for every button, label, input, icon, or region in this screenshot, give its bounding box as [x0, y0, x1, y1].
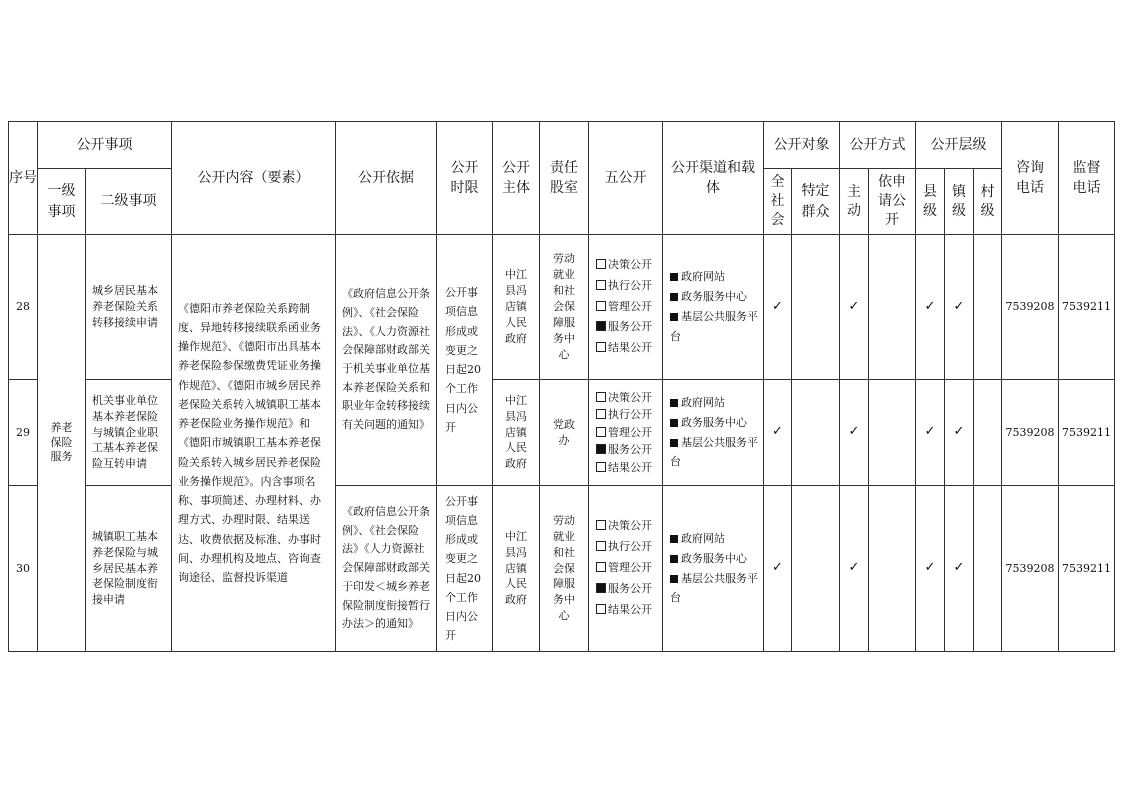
square-bullet-icon [670, 535, 678, 543]
empty-cell [974, 380, 1002, 486]
check-mark-icon: ✓ [764, 380, 792, 486]
checkbox-icon [596, 462, 606, 472]
empty-cell [974, 235, 1002, 380]
five-option: 服务公开 [596, 441, 662, 459]
checkbox-icon [596, 562, 606, 572]
check-mark-icon: ✓ [840, 235, 869, 380]
checkbox-checked-icon [596, 444, 606, 454]
header-level1: 一级事项 [38, 169, 86, 235]
header-level-village: 村级 [974, 169, 1002, 235]
checkbox-checked-icon [596, 321, 606, 331]
header-consult: 咨询电话 [1002, 122, 1059, 235]
header-dept: 责任股室 [540, 122, 589, 235]
subject-text: 中江县冯店镇人民政府 [493, 235, 540, 380]
check-mark-icon: ✓ [916, 235, 945, 380]
empty-cell [792, 235, 840, 380]
square-bullet-icon [670, 293, 678, 301]
checkbox-icon [596, 427, 606, 437]
five-option: 执行公开 [596, 276, 662, 297]
header-period: 公开时限 [437, 122, 493, 235]
square-bullet-icon [670, 313, 678, 321]
check-mark-icon: ✓ [945, 235, 974, 380]
five-option: 管理公开 [596, 558, 662, 579]
row-seq: 28 [9, 235, 38, 380]
subject-text: 中江县冯店镇人民政府 [493, 486, 540, 652]
check-mark-icon: ✓ [916, 486, 945, 652]
level2-item: 城镇职工基本养老保险与城乡居民基本养老保险制度衔接申请 [86, 486, 172, 652]
supervise-phone: 7539211 [1059, 486, 1115, 652]
header-target-specific: 特定群众 [792, 169, 840, 235]
content-elements: 《德阳市养老保险关系跨制度、异地转移接续联系函业务操作规范》、《德阳市出具基本养老保险参保缴费凭证业务操作规范》、《德阳市城乡居民养老保险关系转入城镇职工基本养老保险业务操作规范》和《德阳市城镇职工基本养老保险关系转入城乡居民养老保险业务操作规范》。内含事项名称、事项简述、办理材料、办理方式、办理时限、结果送达、收费依据及标准、办事时间、办理机构及地点、咨询查询途径、监督投诉渠道 [172, 235, 336, 652]
five-option: 管理公开 [596, 297, 662, 318]
row-seq: 29 [9, 380, 38, 486]
check-mark-icon: ✓ [916, 380, 945, 486]
checkbox-icon [596, 409, 606, 419]
five-option: 结果公开 [596, 459, 662, 477]
checkbox-icon [596, 541, 606, 551]
checkbox-icon [596, 301, 606, 311]
five-open-list [589, 486, 663, 652]
header-method-request: 依申请公开 [869, 169, 916, 235]
header-items: 公开事项 [38, 122, 172, 169]
level2-item: 城乡居民基本养老保险关系转移接续申请 [86, 235, 172, 380]
empty-cell [792, 486, 840, 652]
checkbox-checked-icon [596, 583, 606, 593]
dept-text: 劳动就业和社会保障服务中心 [540, 235, 589, 380]
five-option: 结果公开 [596, 338, 662, 359]
square-bullet-icon [670, 555, 678, 563]
five-option: 决策公开 [596, 389, 662, 407]
dept-text: 党政办 [540, 380, 589, 486]
check-mark-icon: ✓ [840, 380, 869, 486]
header-level-town: 镇级 [945, 169, 974, 235]
check-mark-icon: ✓ [945, 380, 974, 486]
checkbox-icon [596, 392, 606, 402]
period-text: 公开事项信息形成或变更之日起20个工作日内公开 [437, 486, 493, 652]
row-seq: 30 [9, 486, 38, 652]
square-bullet-icon [670, 575, 678, 583]
checkbox-icon [596, 520, 606, 530]
checkbox-icon [596, 604, 606, 614]
square-bullet-icon [670, 439, 678, 447]
five-open-list [589, 235, 663, 380]
dept-text: 劳动就业和社会保障服务中心 [540, 486, 589, 652]
five-option: 服务公开 [596, 579, 662, 600]
period-text: 公开事项信息形成或变更之日起20个工作日内公开 [437, 235, 493, 486]
check-mark-icon: ✓ [840, 486, 869, 652]
header-subject: 公开主体 [493, 122, 540, 235]
checkbox-icon [596, 342, 606, 352]
check-mark-icon: ✓ [945, 486, 974, 652]
header-basis: 公开依据 [336, 122, 437, 235]
level2-item: 机关事业单位基本养老保险与城镇企业职工基本养老保险互转申请 [86, 380, 172, 486]
square-bullet-icon [670, 399, 678, 407]
square-bullet-icon [670, 419, 678, 427]
subject-text: 中江县冯店镇人民政府 [493, 380, 540, 486]
header-level: 公开层级 [916, 122, 1002, 169]
five-option: 服务公开 [596, 317, 662, 338]
five-option: 执行公开 [596, 406, 662, 424]
five-option: 决策公开 [596, 516, 662, 537]
header-content: 公开内容（要素） [172, 122, 336, 235]
header-level2: 二级事项 [86, 169, 172, 235]
channel-list: 政府网站 政务服务中心 基层公共服务平台 [663, 235, 764, 380]
channel-list: 政府网站 政务服务中心 基层公共服务平台 [663, 380, 764, 486]
checkbox-icon [596, 259, 606, 269]
check-mark-icon: ✓ [764, 486, 792, 652]
five-option: 结果公开 [596, 600, 662, 621]
empty-cell [869, 235, 916, 380]
five-option: 执行公开 [596, 537, 662, 558]
table-row [9, 235, 1115, 380]
header-seq: 序号 [9, 122, 38, 235]
supervise-phone: 7539211 [1059, 380, 1115, 486]
level1-item: 养老保险服务 [38, 235, 86, 652]
five-open-list [589, 380, 663, 486]
header-method: 公开方式 [840, 122, 916, 169]
header-target: 公开对象 [764, 122, 840, 169]
consult-phone: 7539208 [1002, 235, 1059, 380]
basis-text: 《政府信息公开条例》、《社会保险法》《人力资源社会保障部财政部关于印发＜城乡养老保险制度衔接暂行办法＞的通知》 [336, 486, 437, 652]
header-five: 五公开 [589, 122, 663, 235]
five-option: 决策公开 [596, 255, 662, 276]
header-supervise: 监督电话 [1059, 122, 1115, 235]
empty-cell [869, 380, 916, 486]
header-method-active: 主动 [840, 169, 869, 235]
header-channel: 公开渠道和载体 [663, 122, 764, 235]
five-option: 管理公开 [596, 424, 662, 442]
supervise-phone: 7539211 [1059, 235, 1115, 380]
basis-text: 《政府信息公开条例》、《社会保险法》、《人力资源社会保障部财政部关于机关事业单位基本养老保险关系和职业年金转移接续有关问题的通知》 [336, 235, 437, 486]
empty-cell [869, 486, 916, 652]
disclosure-table [8, 121, 1115, 652]
check-mark-icon: ✓ [764, 235, 792, 380]
empty-cell [792, 380, 840, 486]
checkbox-icon [596, 280, 606, 290]
header-target-all: 全社会 [764, 169, 792, 235]
empty-cell [974, 486, 1002, 652]
square-bullet-icon [670, 273, 678, 281]
channel-list: 政府网站 政务服务中心 基层公共服务平台 [663, 486, 764, 652]
consult-phone: 7539208 [1002, 486, 1059, 652]
consult-phone: 7539208 [1002, 380, 1059, 486]
header-level-county: 县级 [916, 169, 945, 235]
